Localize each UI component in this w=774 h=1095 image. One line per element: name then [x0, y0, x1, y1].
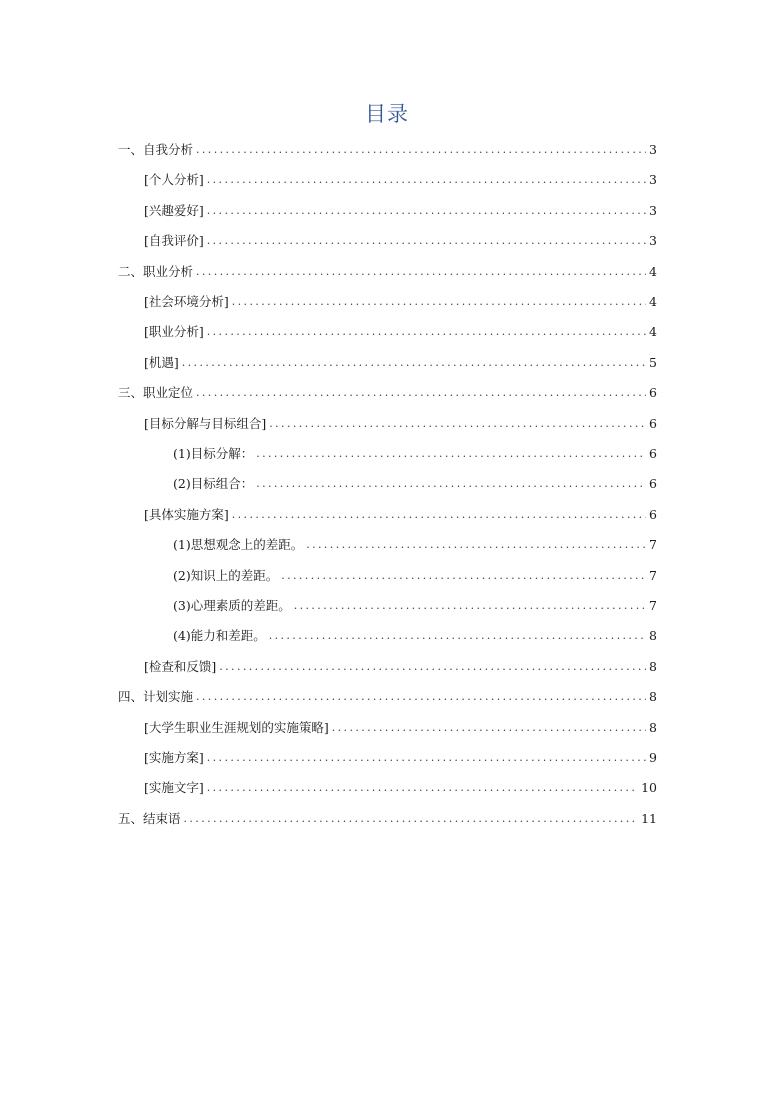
toc-entry-label: (4)能力和差距。: [173, 628, 266, 644]
toc-entry-label: [目标分解与目标组合]: [144, 415, 267, 431]
toc-entry-page-number: 3: [649, 142, 657, 157]
toc-entry-label: 四、计划实施: [118, 689, 194, 705]
toc-entry-page-number: 7: [649, 537, 657, 553]
toc-entry-label: [职业分析]: [144, 324, 204, 340]
toc-entry-page-number: 4: [649, 263, 657, 279]
toc-entry[interactable]: [144, 230, 657, 252]
toc-entry-page-number: 4: [649, 294, 657, 309]
toc-entry-page-number: 8: [649, 689, 657, 705]
toc-dot-leader: [232, 504, 646, 526]
toc-entry[interactable]: [144, 656, 657, 678]
toc-entry-page-number: 3: [649, 233, 657, 249]
toc-dot-leader: [269, 625, 646, 647]
toc-entry-page-number: 8: [649, 658, 657, 674]
toc-entry-label: [具体实施方案]: [144, 506, 229, 522]
toc-entry[interactable]: [144, 291, 657, 313]
toc-entry-page-number: 7: [649, 598, 657, 613]
toc-entry-label: (2)知识上的差距。: [173, 567, 279, 583]
toc-entry[interactable]: [144, 169, 657, 191]
toc-entry-label: [实施方案]: [144, 750, 204, 765]
toc-entry[interactable]: [173, 534, 657, 556]
toc-entry[interactable]: [173, 473, 657, 495]
toc-entry-label: (1)思想观念上的差距。: [173, 537, 304, 553]
toc-entry-label: 二、职业分析: [118, 263, 194, 279]
toc-entry[interactable]: [118, 139, 657, 161]
toc-entry-label: [社会环境分析]: [144, 294, 229, 309]
toc-entry-page-number: 8: [649, 719, 657, 735]
toc-entry-page-number: 4: [649, 324, 657, 340]
toc-entry-page-number: 8: [649, 628, 657, 644]
toc-entry-page-number: 3: [649, 202, 657, 218]
toc-entry-label: 五、结束语: [118, 810, 181, 826]
toc-entry[interactable]: [118, 261, 657, 283]
toc-entry[interactable]: [118, 382, 657, 404]
toc-entry-label: [大学生职业生涯规划的实施策略]: [144, 719, 329, 735]
toc-entry[interactable]: [144, 747, 657, 769]
toc-entry[interactable]: [144, 777, 657, 799]
toc-dot-leader: [232, 291, 646, 313]
toc-entry-page-number: 6: [649, 415, 657, 431]
toc-entry-label: (1)目标分解：: [173, 446, 254, 461]
toc-entry[interactable]: [144, 717, 657, 739]
toc-entry[interactable]: [173, 443, 657, 465]
toc-dot-leader: [196, 261, 646, 283]
toc-dot-leader: [332, 717, 646, 739]
toc-entry[interactable]: [118, 686, 657, 708]
toc-dot-leader: [207, 777, 638, 799]
toc-entry-page-number: 5: [649, 354, 657, 370]
toc-title: 目录: [365, 102, 409, 126]
toc-entry-page-number: 7: [649, 567, 657, 583]
toc-entry-label: (2)目标组合：: [173, 476, 254, 492]
toc-entry-label: (3)心理素质的差距。: [173, 598, 291, 613]
toc-dot-leader: [196, 139, 646, 161]
toc-dot-leader: [184, 808, 639, 830]
toc-dot-leader: [207, 321, 646, 343]
toc-dot-leader: [182, 352, 646, 374]
toc-entry[interactable]: [173, 595, 657, 617]
toc-entry-label: [自我评价]: [144, 233, 204, 249]
toc-dot-leader: [269, 413, 646, 435]
toc-entry-page-number: 10: [641, 780, 657, 796]
toc-entry-label: 一、自我分析: [118, 142, 194, 157]
toc-dot-leader: [196, 686, 646, 708]
toc-dot-leader: [219, 656, 646, 678]
toc-dot-leader: [294, 595, 646, 617]
toc-entry[interactable]: [144, 321, 657, 343]
toc-dot-leader: [196, 382, 646, 404]
toc-entry-label: 三、职业定位: [118, 385, 194, 401]
toc-dot-leader: [256, 443, 646, 465]
toc-entry-label: [个人分析]: [144, 172, 204, 188]
toc-entry[interactable]: [173, 625, 657, 647]
toc-entry-page-number: 11: [641, 810, 657, 826]
toc-entry[interactable]: [144, 352, 657, 374]
toc-entry[interactable]: [144, 200, 657, 222]
toc-dot-leader: [306, 534, 646, 556]
toc-entry-label: [检查和反馈]: [144, 658, 217, 674]
toc-dot-leader: [207, 200, 646, 222]
toc-entry-page-number: 6: [649, 506, 657, 522]
toc-entry-label: [兴趣爱好]: [144, 202, 204, 218]
toc-dot-leader: [207, 169, 646, 191]
toc-dot-leader: [281, 565, 646, 587]
toc-entry-label: [机遇]: [144, 354, 179, 370]
toc-entry[interactable]: [173, 565, 657, 587]
toc-dot-leader: [207, 747, 646, 769]
toc-entry-page-number: 6: [649, 446, 657, 461]
toc-dot-leader: [256, 473, 646, 495]
toc-entry-page-number: 9: [649, 750, 657, 765]
toc-entry-page-number: 6: [649, 476, 657, 492]
toc-entry-page-number: 6: [649, 385, 657, 401]
toc-entry-label: [实施文字]: [144, 780, 204, 796]
toc-entry-page-number: 3: [649, 172, 657, 188]
toc-entry[interactable]: [144, 413, 657, 435]
toc-entry[interactable]: [118, 808, 657, 830]
toc-dot-leader: [207, 230, 646, 252]
toc-entry[interactable]: [144, 504, 657, 526]
